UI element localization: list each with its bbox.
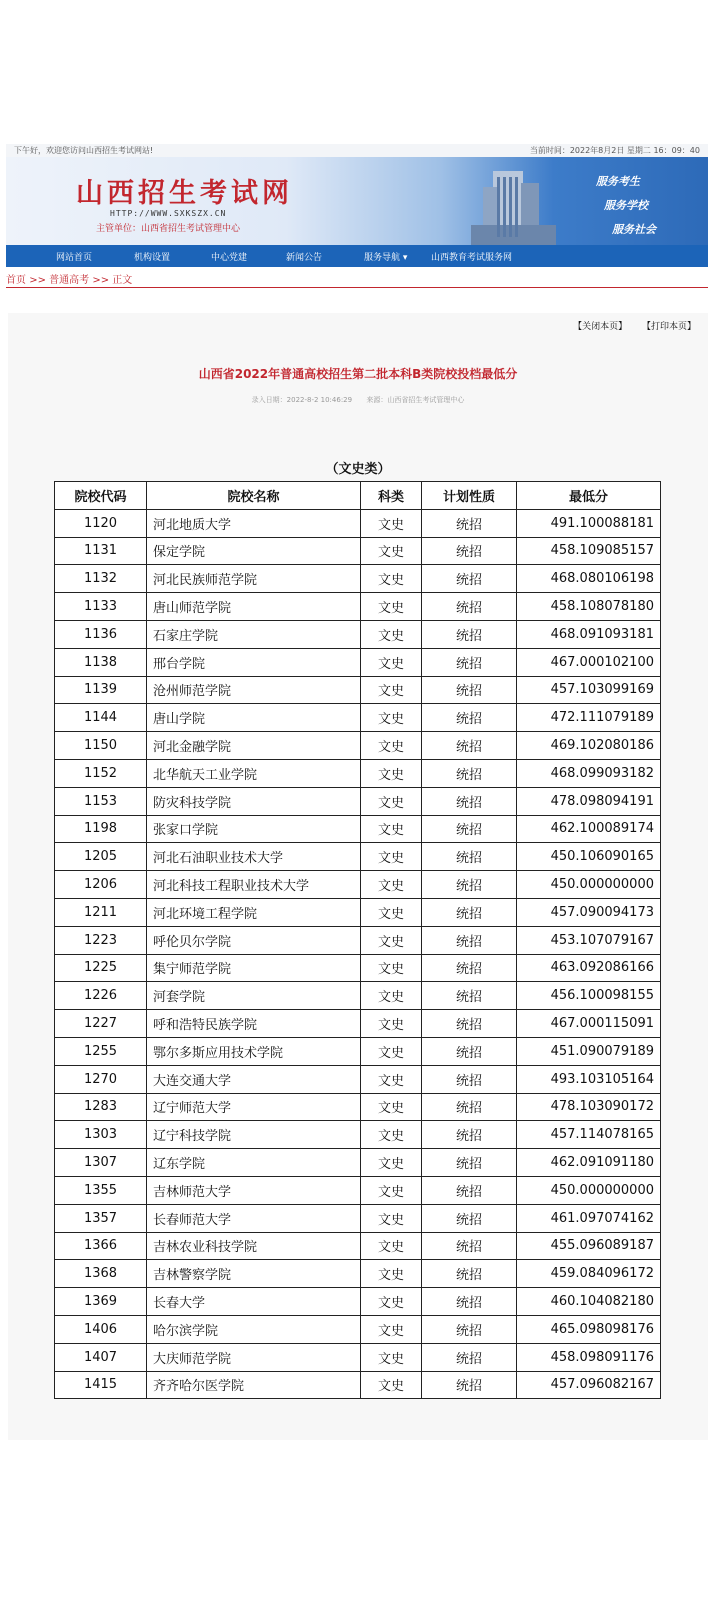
school-code-cell: 1368: [55, 1260, 147, 1288]
breadcrumb-sep: >>: [29, 275, 46, 286]
plan-type-cell: 统招: [422, 815, 517, 843]
min-score-cell: 458.109085157: [517, 537, 661, 565]
school-name-cell: 张家口学院: [147, 815, 361, 843]
current-time: 当前时间：2022年8月2日 星期二 16：09：40: [529, 146, 700, 155]
plan-type-cell: 统招: [422, 1315, 517, 1343]
nav-party[interactable]: 中心党建: [211, 253, 248, 263]
subject-cell: 文史: [361, 787, 422, 815]
subject-cell: 文史: [361, 1260, 422, 1288]
subject-cell: 文史: [361, 704, 422, 732]
plan-type-cell: 统招: [422, 898, 517, 926]
site-sponsor: 主管单位：山西省招生考试管理中心: [96, 224, 241, 234]
school-name-cell: 石家庄学院: [147, 620, 361, 648]
school-code-cell: 1225: [55, 954, 147, 982]
slogan-1: 服务考生: [596, 175, 640, 188]
school-code-cell: 1307: [55, 1149, 147, 1177]
table-row: [55, 1121, 661, 1149]
school-name-cell: 吉林师范大学: [147, 1176, 361, 1204]
school-code-cell: 1303: [55, 1121, 147, 1149]
plan-type-cell: 统招: [422, 982, 517, 1010]
school-code-cell: 1227: [55, 1010, 147, 1038]
school-name-cell: 长春师范大学: [147, 1204, 361, 1232]
nav-exam-service[interactable]: 山西教育考试服务网: [431, 253, 513, 263]
school-name-cell: 沧州师范学院: [147, 676, 361, 704]
min-score-cell: 462.100089174: [517, 815, 661, 843]
school-name-cell: 齐齐哈尔医学院: [147, 1371, 361, 1399]
plan-type-cell: 统招: [422, 565, 517, 593]
plan-type-cell: 统招: [422, 1176, 517, 1204]
subject-cell: 文史: [361, 676, 422, 704]
school-code-cell: 1133: [55, 593, 147, 621]
nav-services-label: 服务导航: [364, 253, 401, 263]
school-code-cell: 1205: [55, 843, 147, 871]
table-row: [55, 1093, 661, 1121]
plan-type-cell: 统招: [422, 509, 517, 537]
subject-cell: 文史: [361, 1343, 422, 1371]
table-row: [55, 1260, 661, 1288]
chevron-down-icon: ▾: [402, 253, 408, 263]
plan-type-cell: 统招: [422, 676, 517, 704]
table-row: [55, 1149, 661, 1177]
school-code-cell: 1153: [55, 787, 147, 815]
table-row: [55, 1037, 661, 1065]
min-score-cell: 467.000102100: [517, 648, 661, 676]
min-score-cell: 451.090079189: [517, 1037, 661, 1065]
school-code-cell: 1120: [55, 509, 147, 537]
school-name-cell: 吉林警察学院: [147, 1260, 361, 1288]
school-code-cell: 1270: [55, 1065, 147, 1093]
subject-cell: 文史: [361, 1010, 422, 1038]
school-name-cell: 辽宁科技学院: [147, 1121, 361, 1149]
school-name-cell: 呼和浩特民族学院: [147, 1010, 361, 1038]
category-label: （文史类）: [325, 462, 391, 477]
plan-type-cell: 统招: [422, 593, 517, 621]
header-plan-type: 计划性质: [422, 482, 517, 510]
table-body: [55, 509, 661, 1399]
table-row: [55, 871, 661, 899]
min-score-cell: 453.107079167: [517, 926, 661, 954]
plan-type-cell: 统招: [422, 1343, 517, 1371]
school-code-cell: 1255: [55, 1037, 147, 1065]
breadcrumb-home[interactable]: 首页: [6, 275, 26, 286]
min-score-cell: 478.103090172: [517, 1093, 661, 1121]
min-score-cell: 461.097074162: [517, 1204, 661, 1232]
subject-cell: 文史: [361, 1315, 422, 1343]
min-score-cell: 450.106090165: [517, 843, 661, 871]
min-score-cell: 457.103099169: [517, 676, 661, 704]
plan-type-cell: 统招: [422, 1010, 517, 1038]
school-code-cell: 1415: [55, 1371, 147, 1399]
min-score-cell: 468.091093181: [517, 620, 661, 648]
article-panel: [8, 313, 708, 1440]
slogan-3: 服务社会: [612, 223, 656, 236]
school-code-cell: 1226: [55, 982, 147, 1010]
table-row: [55, 732, 661, 760]
subject-cell: 文史: [361, 926, 422, 954]
banner-slogans: [596, 173, 706, 245]
header-name: 院校名称: [147, 482, 361, 510]
min-score-cell: 450.000000000: [517, 871, 661, 899]
school-name-cell: 防灾科技学院: [147, 787, 361, 815]
school-code-cell: 1139: [55, 676, 147, 704]
top-info-bar: [6, 144, 708, 157]
breadcrumb-sep: >>: [92, 275, 110, 286]
school-name-cell: 河北民族师范学院: [147, 565, 361, 593]
min-score-cell: 460.104082180: [517, 1288, 661, 1316]
table-row: [55, 1010, 661, 1038]
school-code-cell: 1131: [55, 537, 147, 565]
school-name-cell: 北华航天工业学院: [147, 759, 361, 787]
min-score-cell: 491.100088181: [517, 509, 661, 537]
print-page-button[interactable]: 【打印本页】: [641, 322, 696, 332]
table-row: [55, 676, 661, 704]
subject-cell: 文史: [361, 1232, 422, 1260]
school-name-cell: 鄂尔多斯应用技术学院: [147, 1037, 361, 1065]
school-name-cell: 集宁师范学院: [147, 954, 361, 982]
table-row: [55, 509, 661, 537]
table-row: [55, 954, 661, 982]
header-min-score: 最低分: [517, 482, 661, 510]
publish-time: 录入日期：2022-8-2 10:46:29: [251, 396, 353, 404]
score-table: [54, 481, 661, 1399]
school-code-cell: 1152: [55, 759, 147, 787]
plan-type-cell: 统招: [422, 1288, 517, 1316]
table-row: [55, 1232, 661, 1260]
subject-cell: 文史: [361, 954, 422, 982]
min-score-cell: 478.098094191: [517, 787, 661, 815]
plan-type-cell: 统招: [422, 1149, 517, 1177]
subject-cell: 文史: [361, 1371, 422, 1399]
plan-type-cell: 统招: [422, 732, 517, 760]
subject-cell: 文史: [361, 1037, 422, 1065]
table-row: [55, 648, 661, 676]
subject-cell: 文史: [361, 1176, 422, 1204]
school-name-cell: 长春大学: [147, 1288, 361, 1316]
school-code-cell: 1206: [55, 871, 147, 899]
subject-cell: 文史: [361, 648, 422, 676]
school-code-cell: 1136: [55, 620, 147, 648]
main-nav: [6, 245, 708, 267]
plan-type-cell: 统招: [422, 537, 517, 565]
blank-bottom-area: [0, 1440, 720, 1600]
subject-cell: 文史: [361, 1204, 422, 1232]
table-row: [55, 1176, 661, 1204]
table-row: [55, 593, 661, 621]
plan-type-cell: 统招: [422, 704, 517, 732]
table-row: [55, 815, 661, 843]
school-code-cell: 1144: [55, 704, 147, 732]
nav-news[interactable]: 新闻公告: [286, 253, 323, 263]
site-url: HTTP://WWW.SXKSZX.CN: [110, 209, 227, 218]
min-score-cell: 458.108078180: [517, 593, 661, 621]
plan-type-cell: 统招: [422, 1037, 517, 1065]
school-code-cell: 1132: [55, 565, 147, 593]
breadcrumb: [6, 271, 708, 288]
min-score-cell: 462.091091180: [517, 1149, 661, 1177]
nav-services[interactable]: [364, 250, 407, 263]
school-name-cell: 河北地质大学: [147, 509, 361, 537]
school-name-cell: 保定学院: [147, 537, 361, 565]
plan-type-cell: 统招: [422, 1371, 517, 1399]
school-name-cell: 河北石油职业技术大学: [147, 843, 361, 871]
school-name-cell: 辽东学院: [147, 1149, 361, 1177]
subject-cell: 文史: [361, 815, 422, 843]
school-code-cell: 1138: [55, 648, 147, 676]
plan-type-cell: 统招: [422, 759, 517, 787]
subject-cell: 文史: [361, 1065, 422, 1093]
school-code-cell: 1357: [55, 1204, 147, 1232]
header-subject: 科类: [361, 482, 422, 510]
school-name-cell: 大连交通大学: [147, 1065, 361, 1093]
header-code: 院校代码: [55, 482, 147, 510]
subject-cell: 文史: [361, 1149, 422, 1177]
article-meta: [8, 395, 708, 405]
table-row: [55, 759, 661, 787]
min-score-cell: 469.102080186: [517, 732, 661, 760]
school-name-cell: 河北环境工程学院: [147, 898, 361, 926]
breadcrumb-current[interactable]: 正文: [112, 275, 133, 286]
school-name-cell: 邢台学院: [147, 648, 361, 676]
table-row: [55, 1288, 661, 1316]
min-score-cell: 468.080106198: [517, 565, 661, 593]
table-row: [55, 620, 661, 648]
plan-type-cell: 统招: [422, 1093, 517, 1121]
building-illustration: [471, 165, 556, 245]
min-score-cell: 468.099093182: [517, 759, 661, 787]
school-name-cell: 辽宁师范大学: [147, 1093, 361, 1121]
min-score-cell: 457.090094173: [517, 898, 661, 926]
plan-type-cell: 统招: [422, 620, 517, 648]
table-row: [55, 704, 661, 732]
plan-type-cell: 统招: [422, 1065, 517, 1093]
school-code-cell: 1198: [55, 815, 147, 843]
min-score-cell: 467.000115091: [517, 1010, 661, 1038]
subject-cell: 文史: [361, 537, 422, 565]
subject-cell: 文史: [361, 593, 422, 621]
school-name-cell: 唐山学院: [147, 704, 361, 732]
table-row: [55, 787, 661, 815]
nav-home[interactable]: 网站首页: [56, 253, 93, 263]
min-score-cell: 457.114078165: [517, 1121, 661, 1149]
school-code-cell: 1223: [55, 926, 147, 954]
plan-type-cell: 统招: [422, 1204, 517, 1232]
min-score-cell: 450.000000000: [517, 1176, 661, 1204]
table-row: [55, 1065, 661, 1093]
min-score-cell: 472.111079189: [517, 704, 661, 732]
subject-cell: 文史: [361, 1121, 422, 1149]
school-name-cell: 呼伦贝尔学院: [147, 926, 361, 954]
plan-type-cell: 统招: [422, 1260, 517, 1288]
subject-cell: 文史: [361, 1093, 422, 1121]
min-score-cell: 493.103105164: [517, 1065, 661, 1093]
table-row: [55, 1343, 661, 1371]
table-row: [55, 1204, 661, 1232]
min-score-cell: 459.084096172: [517, 1260, 661, 1288]
table-row: [55, 843, 661, 871]
school-code-cell: 1150: [55, 732, 147, 760]
subject-cell: 文史: [361, 759, 422, 787]
school-code-cell: 1369: [55, 1288, 147, 1316]
nav-organization[interactable]: 机构设置: [134, 253, 171, 263]
table-row: [55, 926, 661, 954]
table-row: [55, 565, 661, 593]
table-header-row: [55, 482, 661, 510]
plan-type-cell: 统招: [422, 954, 517, 982]
plan-type-cell: 统招: [422, 787, 517, 815]
article-title: 山西省2022年普通高校招生第二批本科B类院校投档最低分: [198, 367, 518, 381]
subject-cell: 文史: [361, 565, 422, 593]
plan-type-cell: 统招: [422, 1232, 517, 1260]
min-score-cell: 465.098098176: [517, 1315, 661, 1343]
school-code-cell: 1406: [55, 1315, 147, 1343]
plan-type-cell: 统招: [422, 871, 517, 899]
school-code-cell: 1283: [55, 1093, 147, 1121]
min-score-cell: 458.098091176: [517, 1343, 661, 1371]
subject-cell: 文史: [361, 982, 422, 1010]
school-name-cell: 吉林农业科技学院: [147, 1232, 361, 1260]
school-name-cell: 河北科技工程职业技术大学: [147, 871, 361, 899]
table-row: [55, 982, 661, 1010]
school-code-cell: 1355: [55, 1176, 147, 1204]
breadcrumb-category[interactable]: 普通高考: [49, 275, 90, 286]
site-banner: [6, 157, 708, 245]
close-page-button[interactable]: 【关闭本页】: [573, 322, 628, 332]
school-name-cell: 河套学院: [147, 982, 361, 1010]
subject-cell: 文史: [361, 898, 422, 926]
school-code-cell: 1211: [55, 898, 147, 926]
subject-cell: 文史: [361, 732, 422, 760]
min-score-cell: 455.096089187: [517, 1232, 661, 1260]
plan-type-cell: 统招: [422, 843, 517, 871]
school-name-cell: 唐山师范学院: [147, 593, 361, 621]
plan-type-cell: 统招: [422, 648, 517, 676]
plan-type-cell: 统招: [422, 1121, 517, 1149]
school-name-cell: 河北金融学院: [147, 732, 361, 760]
subject-cell: 文史: [361, 1288, 422, 1316]
table-row: [55, 898, 661, 926]
subject-cell: 文史: [361, 620, 422, 648]
subject-cell: 文史: [361, 509, 422, 537]
table-row: [55, 537, 661, 565]
slogan-2: 服务学校: [604, 199, 648, 212]
greeting-text: 下午好，欢迎您访问山西招生考试网站!: [14, 146, 154, 155]
school-name-cell: 哈尔滨学院: [147, 1315, 361, 1343]
min-score-cell: 456.100098155: [517, 982, 661, 1010]
school-name-cell: 大庆师范学院: [147, 1343, 361, 1371]
school-code-cell: 1366: [55, 1232, 147, 1260]
site-title[interactable]: 山西招生考试网: [76, 178, 293, 209]
table-row: [55, 1371, 661, 1399]
min-score-cell: 463.092086166: [517, 954, 661, 982]
article-source: 来源：山西省招生考试管理中心: [366, 396, 465, 404]
school-code-cell: 1407: [55, 1343, 147, 1371]
min-score-cell: 457.096082167: [517, 1371, 661, 1399]
subject-cell: 文史: [361, 871, 422, 899]
table-row: [55, 1315, 661, 1343]
article-actions: [561, 319, 696, 332]
subject-cell: 文史: [361, 843, 422, 871]
plan-type-cell: 统招: [422, 926, 517, 954]
